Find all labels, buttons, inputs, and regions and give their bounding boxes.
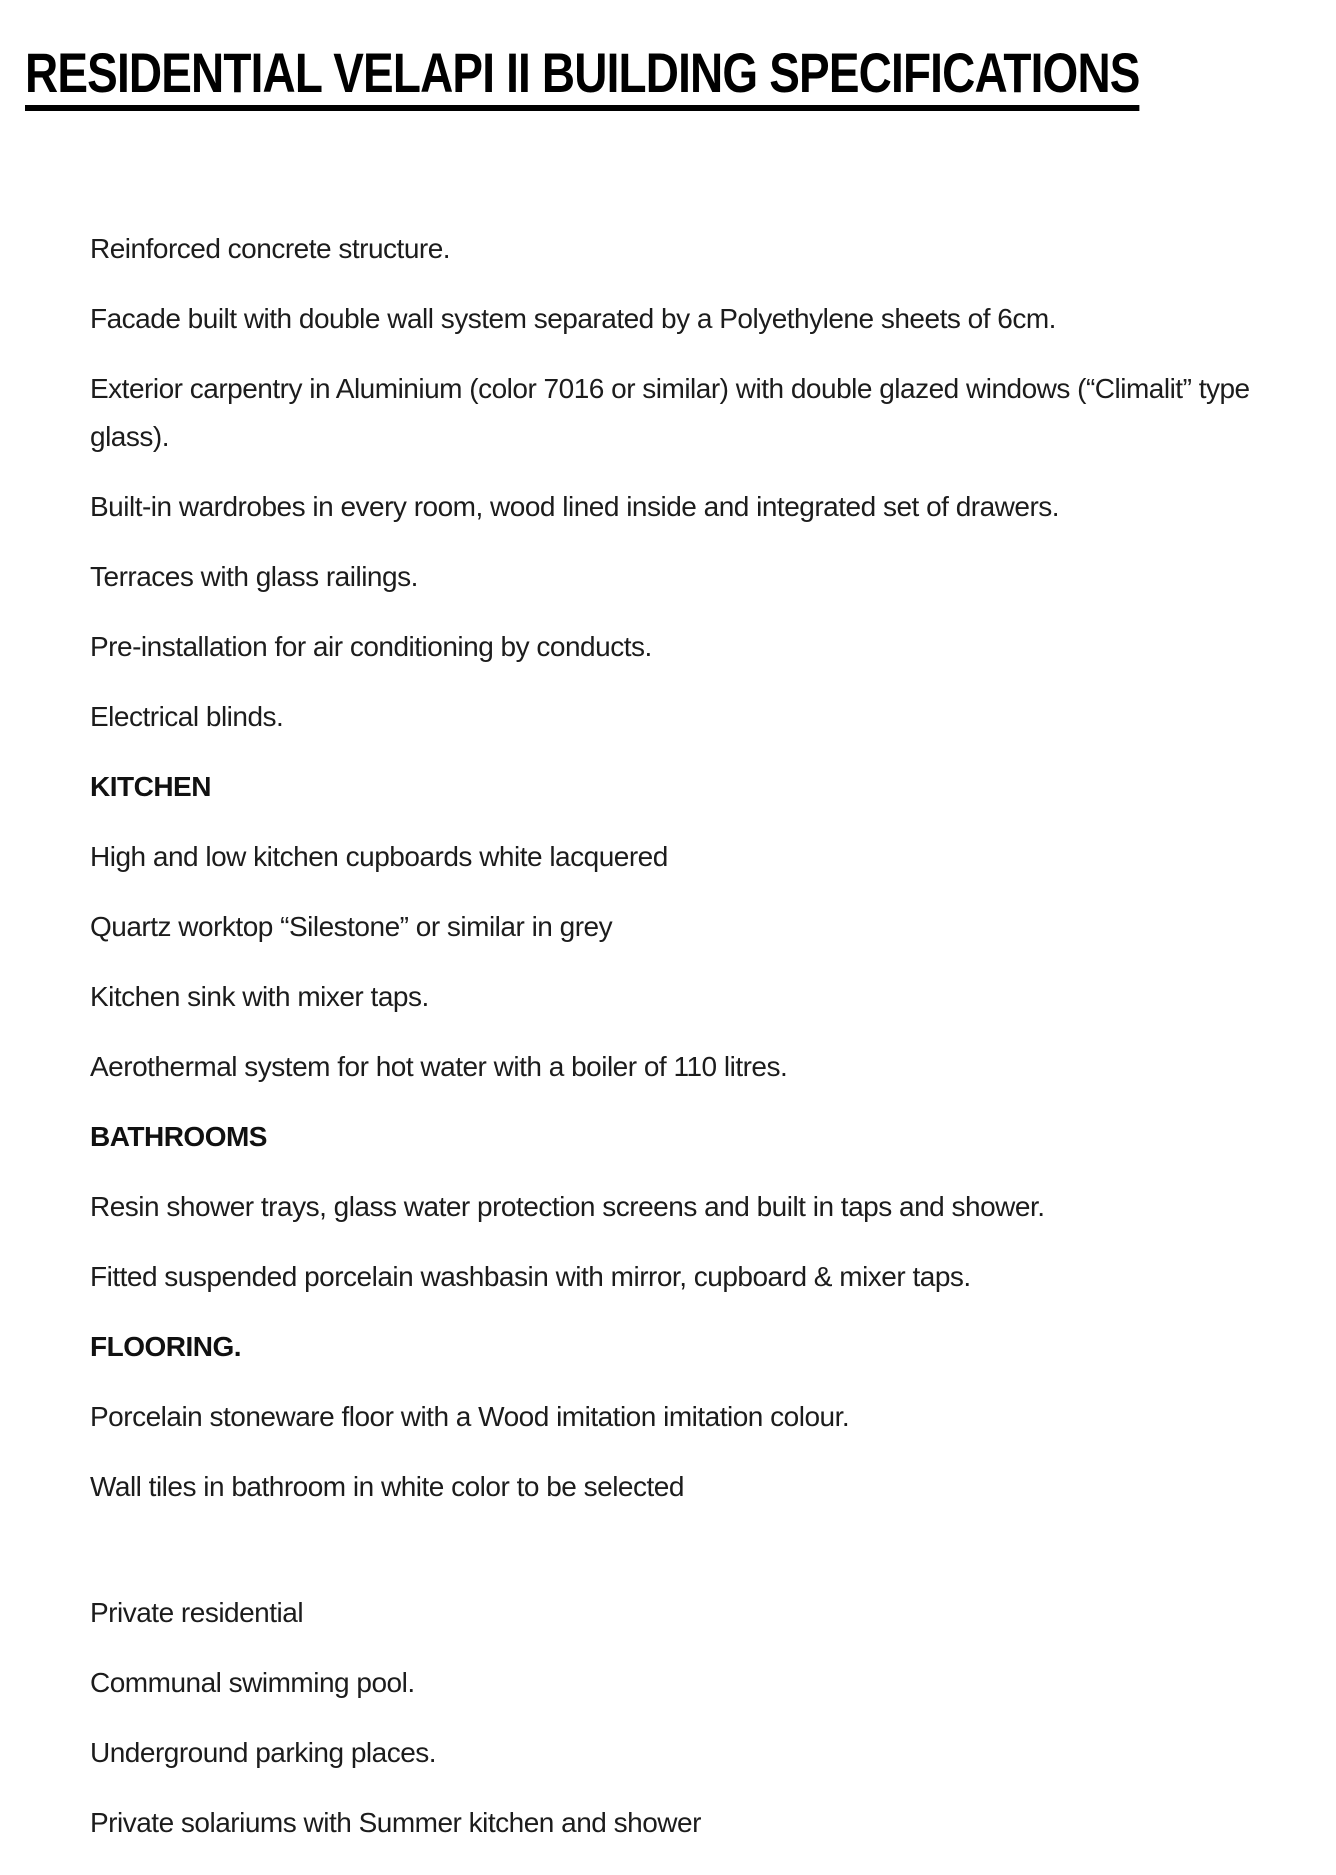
para-electrical-blinds: Electrical blinds. xyxy=(90,701,284,732)
para-porcelain-floor: Porcelain stoneware floor with a Wood imitation imitation colour. xyxy=(90,1401,850,1432)
para-solariums: Private solariums with Summer kitchen and shower xyxy=(90,1807,701,1838)
para-exterior-carpentry: Exterior carpentry in Aluminium (color 7016 or similar) with double glazed windows (“Climalit” type glass). xyxy=(90,373,1250,452)
title-row xyxy=(0,0,1336,148)
para-quartz-worktop: Quartz worktop “Silestone” or similar in grey xyxy=(90,911,613,942)
section-heading-flooring: FLOORING. xyxy=(90,1331,242,1362)
para-wall-tiles: Wall tiles in bathroom in white color to be selected xyxy=(90,1471,684,1502)
para-aerothermal-system: Aerothermal system for hot water with a boiler of 110 litres. xyxy=(90,1051,788,1082)
para-underground-parking: Underground parking places. xyxy=(90,1737,437,1768)
para-washbasin: Fitted suspended porcelain washbasin with mirror, cupboard & mixer taps. xyxy=(90,1261,971,1292)
para-structure: Reinforced concrete structure. xyxy=(90,233,451,264)
section-heading-bathrooms: BATHROOMS xyxy=(90,1121,267,1152)
para-private-residential: Private residential xyxy=(90,1597,304,1628)
para-terraces: Terraces with glass railings. xyxy=(90,561,418,592)
para-facade: Facade built with double wall system separated by a Polyethylene sheets of 6cm. xyxy=(90,303,1056,334)
para-shower-trays: Resin shower trays, glass water protection screens and built in taps and shower. xyxy=(90,1191,1045,1222)
para-air-conditioning: Pre-installation for air conditioning by conducts. xyxy=(90,631,652,662)
document-title: RESIDENTIAL VELAPI II BUILDING SPECIFICATIONS xyxy=(25,44,1140,111)
section-heading-kitchen: KITCHEN xyxy=(90,771,211,802)
document-body xyxy=(90,225,1270,1869)
para-swimming-pool: Communal swimming pool. xyxy=(90,1667,415,1698)
para-wardrobes: Built-in wardrobes in every room, wood lined inside and integrated set of drawers. xyxy=(90,491,1060,522)
para-kitchen-cupboards: High and low kitchen cupboards white lacquered xyxy=(90,841,668,872)
para-kitchen-sink: Kitchen sink with mixer taps. xyxy=(90,981,429,1012)
